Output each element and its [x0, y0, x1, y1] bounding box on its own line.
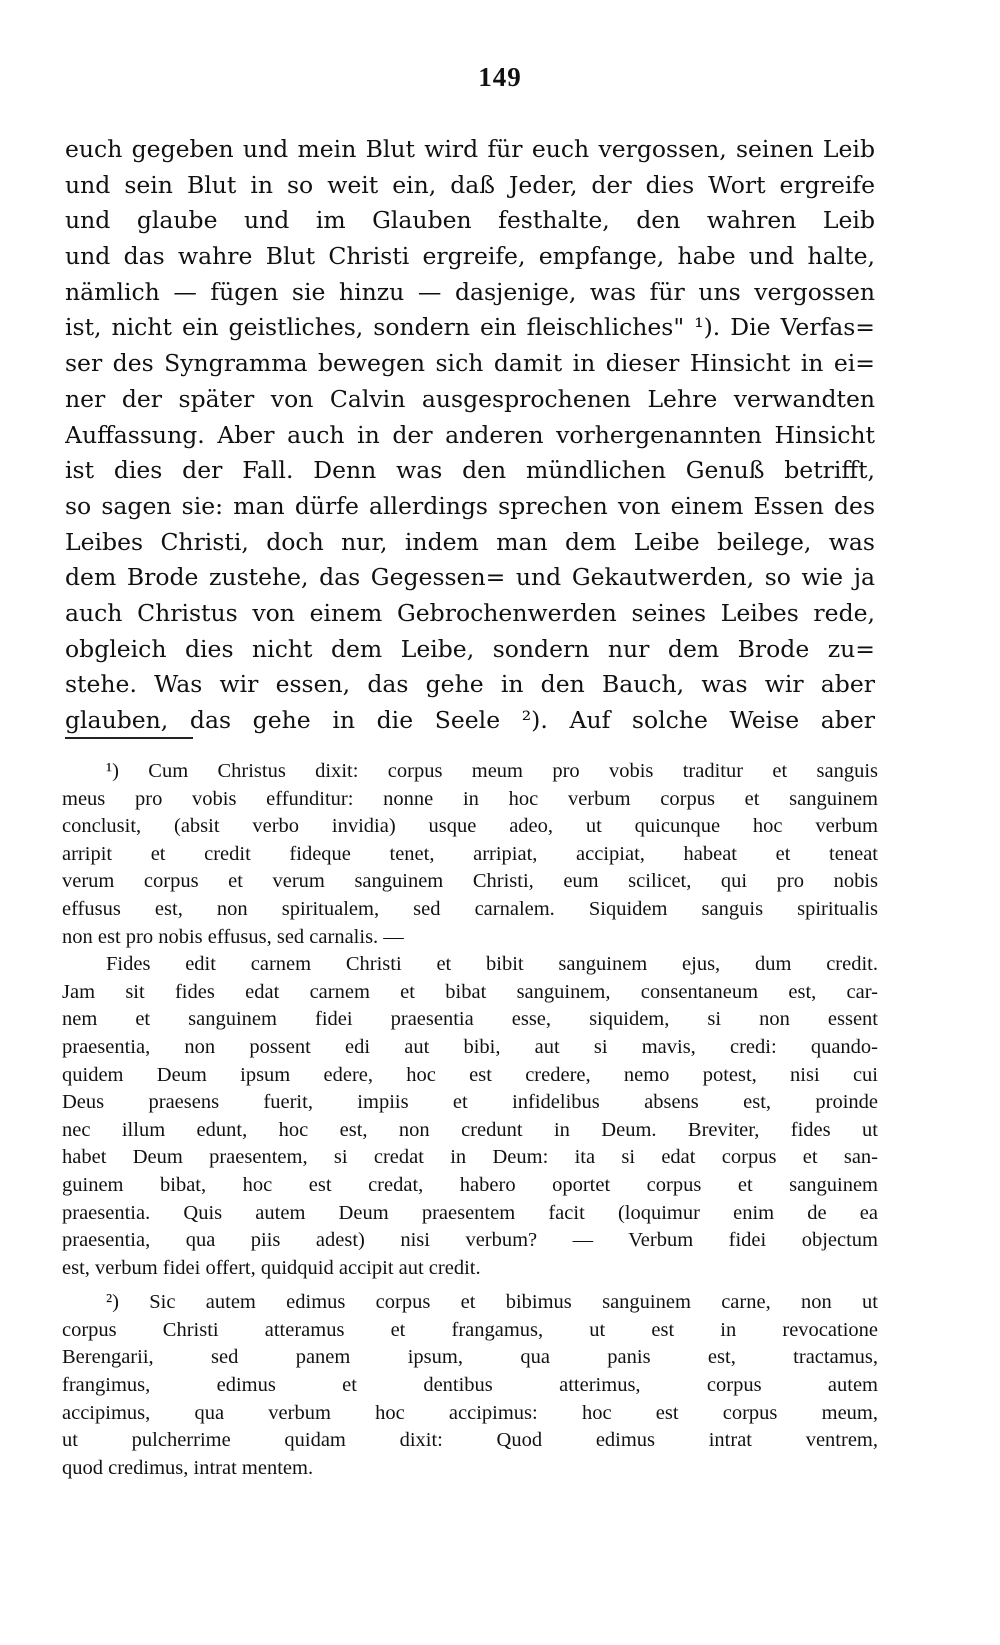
footnote-line: praesentia, non possent edi aut bibi, aut si mavis, credi: quando-	[62, 1035, 878, 1058]
footnote-line: effusus est, non spiritualem, sed carnalem. Siquidem sanguis spiritualis	[62, 897, 878, 920]
text-line: so sagen sie: man dürfe allerdings sprechen von einem Essen des	[65, 491, 875, 520]
footnote-line: ¹) Cum Christus dixit: corpus meum pro vobis traditur et sanguis	[106, 760, 878, 782]
footnote-line: Fides edit carnem Christi et bibit sanguinem ejus, dum credit.	[106, 953, 878, 976]
footnote-line: verum corpus et verum sanguinem Christi, eum scilicet, qui pro nobis	[62, 870, 878, 893]
footnote-line: guinem bibat, hoc est credat, habero oportet corpus et sanguinem	[62, 1173, 878, 1196]
footnote-2	[62, 1289, 878, 1482]
footnote-line: nem et sanguinem fidei praesentia esse, siquidem, si non essent	[62, 1008, 878, 1031]
footnote-line: frangimus, edimus et dentibus atterimus, corpus autem	[62, 1374, 878, 1397]
footnote-line: quidem Deum ipsum edere, hoc est credere, nemo potest, nisi cui	[62, 1063, 878, 1086]
footnote-line: corpus Christi atteramus et frangamus, ut est in revocatione	[62, 1318, 878, 1341]
text-line: dem Brode zustehe, das Gegessen= und Gekautwerden, so wie ja	[65, 563, 875, 592]
footnote-line: Deus praesens fuerit, impiis et infidelibus absens est, proinde	[62, 1091, 878, 1114]
footnote-1	[62, 758, 878, 1282]
text-line: euch gegeben und mein Blut wird für euch vergossen, seinen Leib	[65, 135, 875, 163]
footnotes	[62, 758, 878, 1482]
text-line: und glaube und im Glauben festhalte, den wahren Leib	[65, 206, 875, 235]
page-number: 149	[478, 62, 522, 92]
text-line: Auffassung. Aber auch in der anderen vorhergenannten Hinsicht	[65, 420, 875, 449]
footnote-line: praesentia. Quis autem Deum praesentem facit (loquimur enim de ea	[62, 1201, 878, 1224]
text-line: auch Christus von einem Gebrochenwerden seines Leibes rede,	[65, 598, 875, 627]
text-line: und sein Blut in so weit ein, daß Jeder, der dies Wort ergreife	[65, 170, 875, 199]
footnote-line: Jam sit fides edat carnem et bibat sanguinem, consentaneum est, car-	[62, 980, 878, 1003]
footnote-line: Berengarii, sed panem ipsum, qua panis est, tractamus,	[62, 1346, 878, 1369]
footnote-separator	[65, 737, 193, 739]
text-line: ist, nicht ein geistliches, sondern ein fleischliches" ¹). Die Verfas=	[65, 313, 875, 342]
text-line: ser des Syngramma bewegen sich damit in dieser Hinsicht in ei=	[65, 349, 875, 378]
footnote-line: praesentia, qua piis adest) nisi verbum? — Verbum fidei objectum	[62, 1229, 878, 1252]
text-line: ner der später von Calvin ausgesprochenen Lehre verwandten	[65, 384, 875, 413]
footnote-line: arripit et credit fideque tenet, arripiat, accipiat, habeat et teneat	[62, 842, 878, 865]
footnote-spacer	[62, 1282, 878, 1289]
footnote-line: ut pulcherrime quidam dixit: Quod edimus intrat ventrem,	[62, 1429, 878, 1452]
footnote-line: conclusit, (absit verbo invidia) usque adeo, ut quicunque hoc verbum	[62, 815, 878, 838]
footnote-line: quod credimus, intrat mentem.	[62, 1456, 314, 1479]
footnote-line: accipimus, qua verbum hoc accipimus: hoc est corpus meum,	[62, 1401, 878, 1424]
text-line: glauben, das gehe in die Seele ²). Auf solche Weise aber	[65, 706, 875, 734]
text-line: obgleich dies nicht dem Leibe, sondern nur dem Brode zu=	[65, 634, 875, 663]
text-line: Leibes Christi, doch nur, indem man dem Leibe beilege, was	[65, 527, 875, 556]
main-text	[65, 132, 875, 739]
footnote-line: habet Deum praesentem, si credat in Deum: ita si edat corpus et san-	[62, 1146, 878, 1169]
footnote-line: meus pro vobis effunditur: nonne in hoc verbum corpus et sanguinem	[62, 787, 878, 810]
footnote-line: est, verbum fidei offert, quidquid accipit aut credit.	[62, 1256, 481, 1279]
text-line: ist dies der Fall. Denn was den mündlichen Genuß betrifft,	[65, 456, 875, 485]
footnote-line: nec illum edunt, hoc est, non credunt in Deum. Breviter, fides ut	[62, 1118, 878, 1141]
footnote-line: non est pro nobis effusus, sed carnalis. —	[62, 925, 404, 948]
footnote-line: ²) Sic autem edimus corpus et bibimus sanguinem carne, non ut	[106, 1291, 878, 1314]
text-line: und das wahre Blut Christi ergreife, empfange, habe und halte,	[65, 242, 875, 271]
text-line: stehe. Was wir essen, das gehe in den Bauch, was wir aber	[65, 670, 875, 699]
text-line: nämlich — fügen sie hinzu — dasjenige, was für uns vergossen	[65, 277, 875, 306]
